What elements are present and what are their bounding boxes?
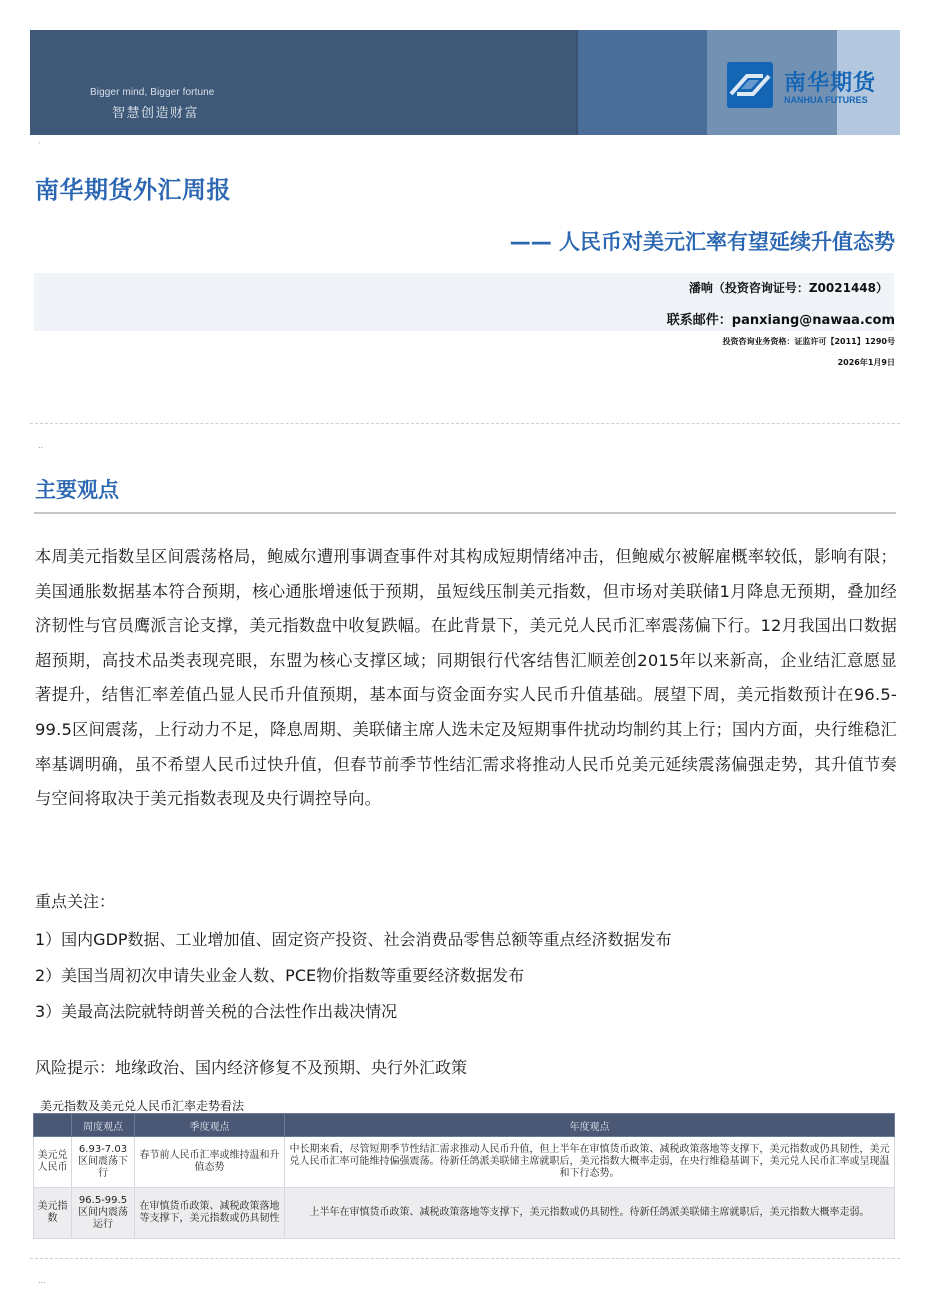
logo-text-chinese: 南华期货 bbox=[784, 71, 877, 96]
quarterly-view: 春节前人民币汇率或维持温和升值态势 bbox=[135, 1137, 285, 1188]
table-row bbox=[34, 1137, 895, 1188]
focus-item: 1）国内GDP数据、工业增加值、固定资产投资、社会消费品零售总额等重点经济数据发布 bbox=[35, 930, 672, 949]
row-label: 美元兑人民币 bbox=[34, 1137, 72, 1188]
report-subtitle: —— 人民币对美元汇率有望延续升值态势 bbox=[509, 230, 895, 254]
annual-view: 中长期来看，尽管短期季节性结汇需求推动人民币升值，但上半年在审慎货币政策、减税政策落地等支撑下，美元指数或仍具韧性，美元兑人民币汇率可能维持偏强震荡。待新任鸽派美联储主席就职后，美元指数大概率走弱，在央行维稳基调下，美元兑人民币汇率或呈现温和下行态势。 bbox=[285, 1137, 895, 1188]
slogan-english: Bigger mind, Bigger fortune bbox=[90, 87, 215, 98]
header-banner bbox=[30, 30, 900, 135]
page-mark: .. bbox=[38, 441, 44, 450]
weekly-view: 6.93-7.03区间震荡下行 bbox=[72, 1137, 135, 1188]
contact-email[interactable]: 联系邮件：panxiang@nawaa.com bbox=[666, 313, 895, 328]
table-header: 季度观点 bbox=[135, 1114, 285, 1137]
page-mark: · bbox=[38, 139, 41, 148]
outlook-table bbox=[33, 1113, 895, 1239]
section-divider bbox=[34, 512, 896, 514]
analyst-name: 潘响（投资咨询证号：Z0021448） bbox=[688, 281, 888, 295]
main-views-paragraph: 本周美元指数呈区间震荡格局，鲍威尔遭刑事调查事件对其构成短期情绪冲击，但鲍威尔被解雇概率较低，影响有限；美国通胀数据基本符合预期，核心通胀增速低于预期，虽短线压制美元指数，但市场对美联储1月降息无预期，叠加经济韧性与官员鹰派言论支撑，美元指数盘中收复跌幅。在此背景下，美元兑人民币汇率震荡偏下行。12月我国出口数据超预期，高技术品类表现亮眼，东盟为核心支撑区域；同期银行代客结售汇顺差创2015年以来新高，企业结汇意愿显著提升，结售汇率差值凸显人民币升值预期，基本面与资金面夯实人民币升值基础。展望下周，美元指数预计在96.5-99.5区间震荡，上行动力不足，降息周期、美联储主席人选未定及短期事件扰动均制约其上行；国内方面，央行维稳汇率基调明确，虽不希望人民币过快升值，但春节前季节性结汇需求将推动人民币兑美元延续震荡偏强走势，其升值节奏与空间将取决于美元指数表现及央行调控导向。 bbox=[35, 547, 897, 809]
report-date: 2026年1月9日 bbox=[837, 358, 895, 367]
banner-band bbox=[576, 30, 709, 135]
risk-warning: 风险提示：地缘政治、国内经济修复不及预期、央行外汇政策 bbox=[35, 1058, 468, 1077]
table-header: 年度观点 bbox=[285, 1114, 895, 1137]
table-caption: 美元指数及美元兑人民币汇率走势看法 bbox=[40, 1099, 245, 1113]
focus-item: 3）美最高法院就特朗普关税的合法性作出裁决情况 bbox=[35, 1002, 398, 1021]
divider bbox=[30, 423, 900, 424]
license-info: 投资咨询业务资格：证监许可【2011】1290号 bbox=[722, 337, 895, 346]
nanhua-logo-icon bbox=[727, 62, 773, 108]
annual-view: 上半年在审慎货币政策、减税政策落地等支撑下，美元指数或仍具韧性。待新任鸽派美联储主席就职后，美元指数大概率走弱。 bbox=[285, 1188, 895, 1239]
slogan-chinese: 智慧创造财富 bbox=[112, 106, 200, 121]
table-header-row bbox=[34, 1114, 895, 1137]
table-header bbox=[34, 1114, 72, 1137]
divider bbox=[30, 1258, 900, 1259]
quarterly-view: 在审慎货币政策、减税政策落地等支撑下，美元指数或仍具韧性 bbox=[135, 1188, 285, 1239]
report-title: 南华期货外汇周报 bbox=[35, 176, 231, 204]
table-row bbox=[34, 1188, 895, 1239]
focus-label: 重点关注： bbox=[35, 892, 116, 911]
page-mark: ... bbox=[38, 1276, 46, 1285]
weekly-view: 96.5-99.5区间内震荡运行 bbox=[72, 1188, 135, 1239]
focus-item: 2）美国当周初次申请失业金人数、PCE物价指数等重要经济数据发布 bbox=[35, 966, 525, 985]
table-header: 周度观点 bbox=[72, 1114, 135, 1137]
logo-text-english: NANHUA FUTURES bbox=[784, 95, 868, 105]
row-label: 美元指数 bbox=[34, 1188, 72, 1239]
section-title-main-views: 主要观点 bbox=[35, 478, 119, 502]
